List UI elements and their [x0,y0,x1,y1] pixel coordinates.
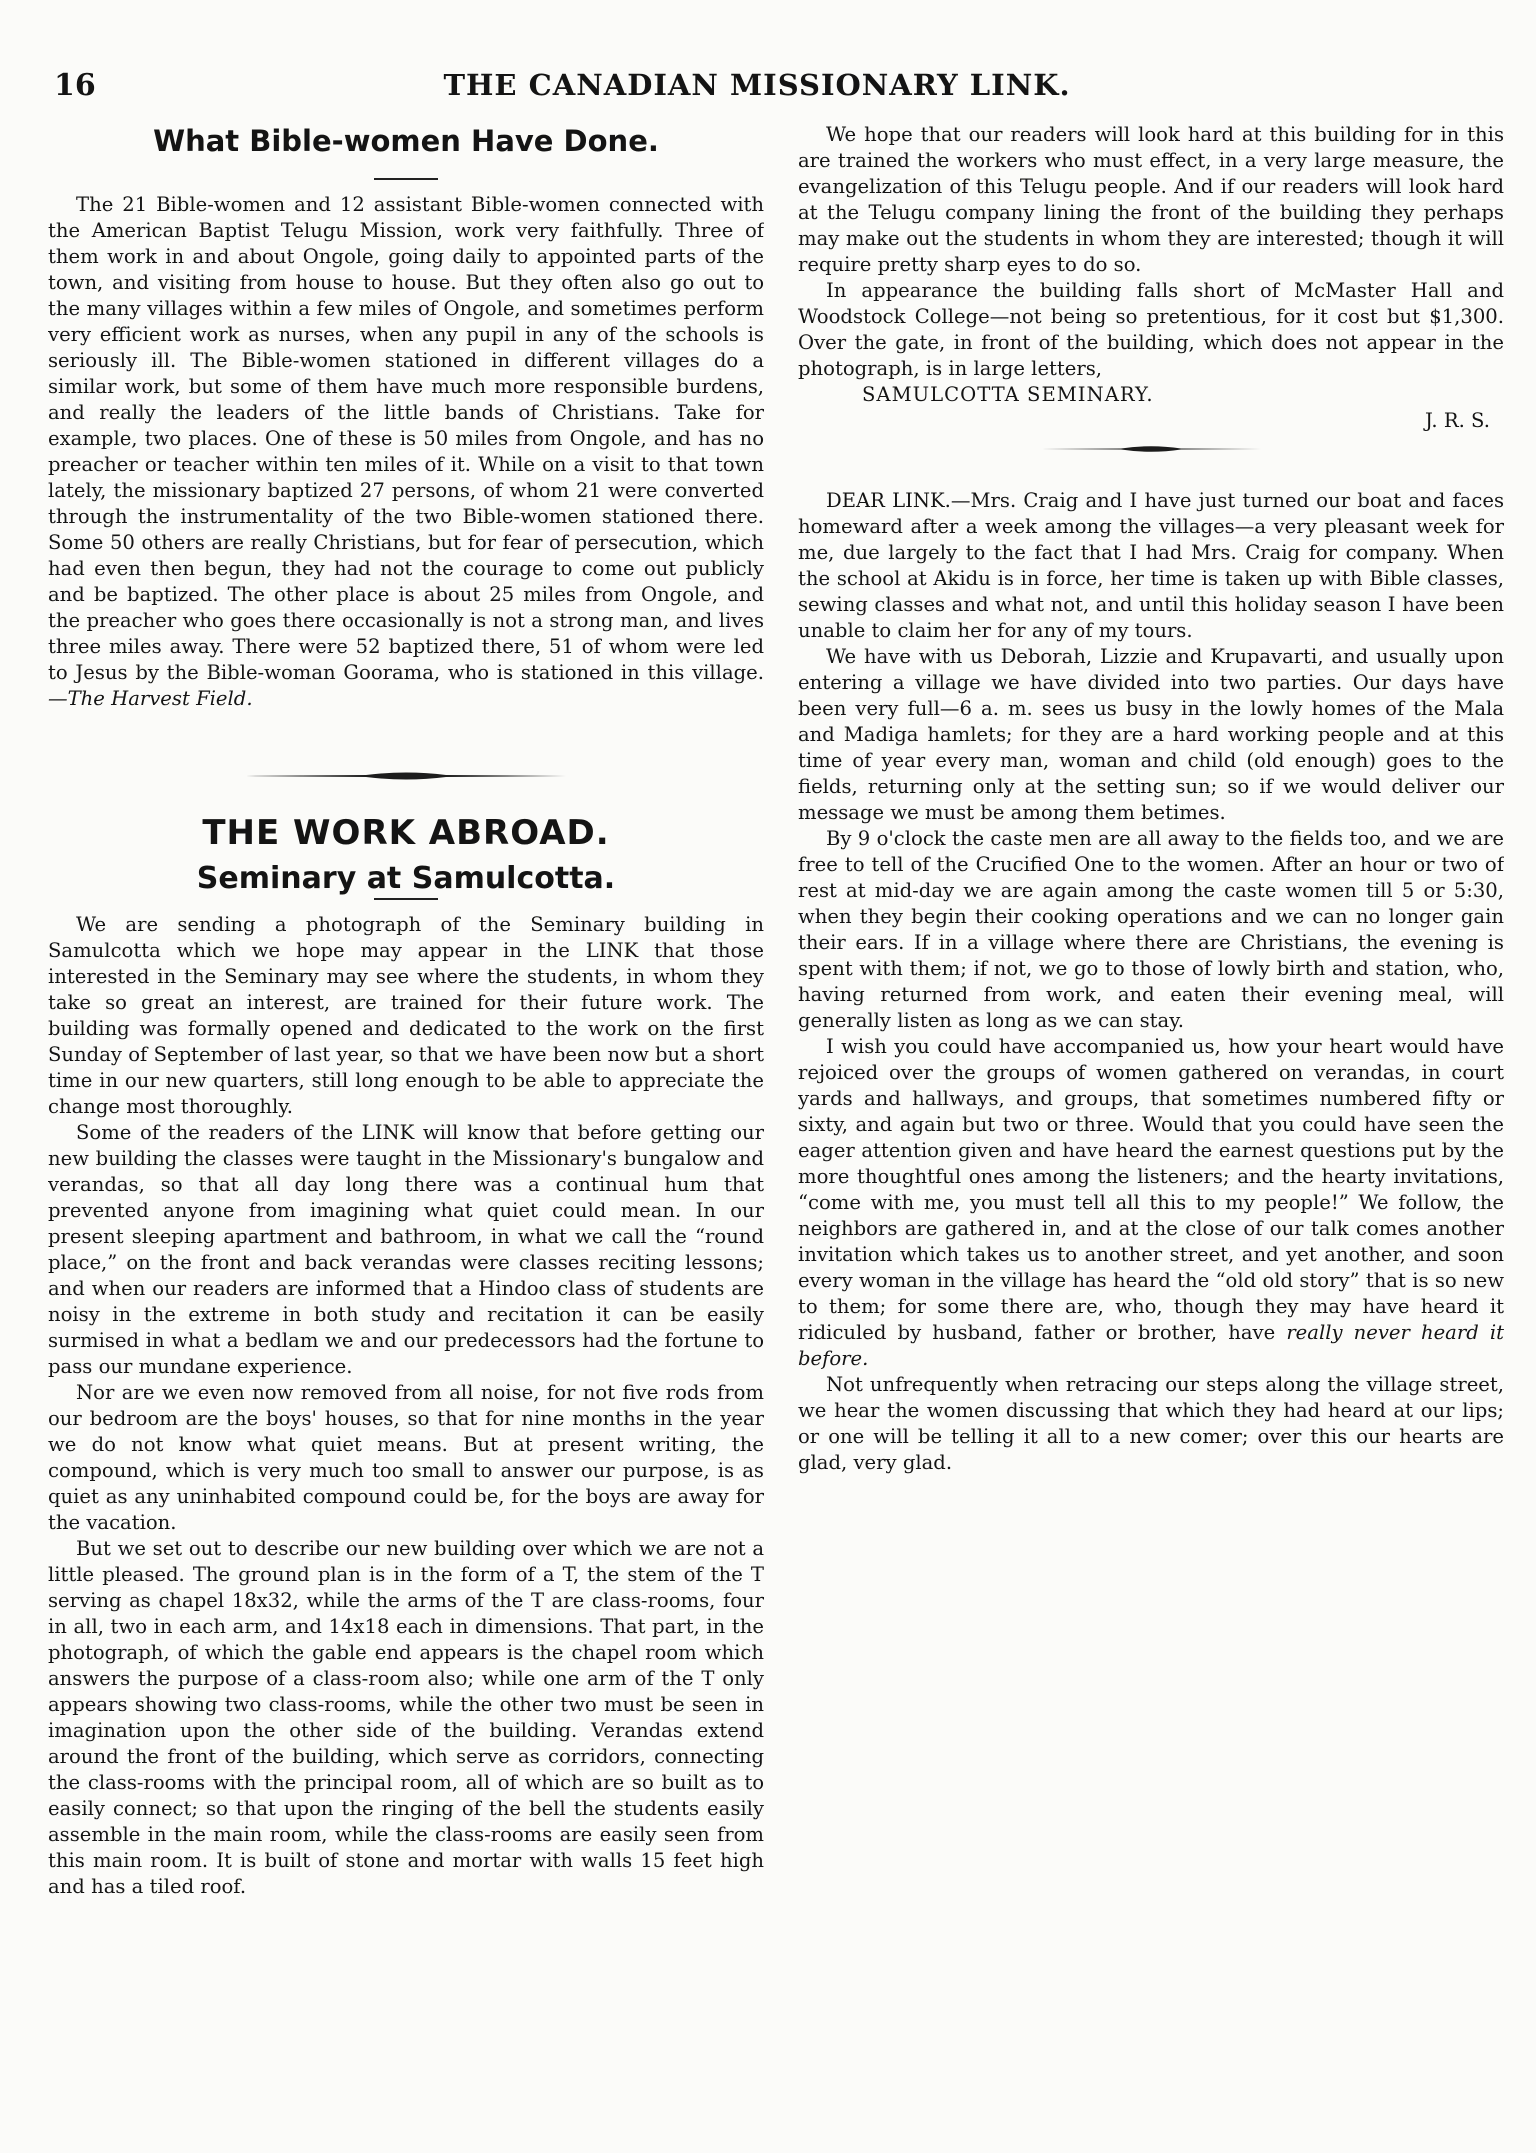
letter-paragraph: I wish you could have accompanied us, how your heart would have rejoiced over the groups of women gathered on verandas, in court yards and hallways, and groups, that sometimes numbered fifty or sixty, and again but two or three. Would that you could have seen the eager attention given and have heard the earnest questions put by the more thoughtful ones among the listeners; and the hearty invitations, “come with me, you must tell all this to my people!” We follow, the neighbors are gathered in, and at the close of our talk comes another invitation which takes us to another street, and yet another, and soon every woman in the village has heard the “old old story” that is so new to them; for some there are, who, though they may have heard it ridiculed by husband, father or brother, have really never heard it before. [798,1035,1504,1370]
gate-inscription: SAMULCOTTA SEMINARY. [862,383,1154,406]
seminary-paragraph: We are sending a photograph of the Seminary building in Samulcotta which we hope may appear in the LINK that those interested in the Seminary may see where the students, in whom they take so great an interest, are trained for their future work. The building was formally opened and dedicated to the work on the first Sunday of September of last year, so that we have been now but a short time in our new quarters, still long enough to be able to appreciate the change most thoroughly. [48,913,764,1118]
letter-paragraph: We have with us Deborah, Lizzie and Krupavarti, and usually upon entering a village we have divided into two parties. Our days have been very full—6 a. m. sees us busy in the lowly homes of the Mala and Madiga hamlets; for they are a hard working people and at this time of year every man, woman and child (old enough) goes to the fields, returning only at the setting sun; so if we would deliver our message we must be among them betimes. [798,645,1504,824]
section-title: THE WORK ABROAD. [202,813,610,853]
article-body-bible-women: The 21 Bible-women and 12 assistant Bible-women connected with the American Baptist Telugu Mission, work very faithfully. Three of them work in and about Ongole, going daily to appointed parts of the town, and visiting from house to house. But they often also go out to the many villages within a few miles of Ongole, and sometimes perform very efficient work as nurses, when any pupil in any of the schools is seriously ill. The Bible-women stationed in different villages do a similar work, but some of them have much more responsible burdens, and really the leaders of the little bands of Christians. Take for example, two places. One of these is 50 miles from Ongole, and has no preacher or teacher within ten miles of it. While on a visit to that town lately, the missionary baptized 27 persons, of whom 21 were converted through the instrumentality of the two Bible-women stationed there. Some 50 others are really Christians, but for fear of persecution, which had even then begun, they had not the courage to come out publicly and be baptized. The other place is about 25 miles from Ongole, and the preacher who goes there occasionally is not a strong man, and lives three miles away. There were 52 baptized there, 51 of whom were led to Jesus by the Bible-woman Goorama, who is stationed in this village. —The Harvest Field. [48,193,764,710]
letter-paragraph: Not unfrequently when retracing our steps along the village street, we hear the women discussing that which they had heard at our lips; or one will be telling it all to a new comer; over this our hearts are glad, very glad. [798,1373,1504,1474]
running-head [42,68,1472,114]
letter-paragraph: By 9 o'clock the caste men are all away to the fields too, and we are free to tell of the Crucified One to the women. After an hour or two of rest at mid-day we are again among the caste women till 5 or 5:30, when they begin their cooking operations and we can no longer gain their ears. If in a village where there are Christians, the evening is spent with them; if not, we go to those of lowly birth and station, who, having returned from work, and eaten their evening meal, will generally listen as long as we can stay. [798,827,1504,1032]
ornamental-rule [246,770,566,782]
subtitle-rule [374,898,438,900]
seminary-paragraph: We hope that our readers will look hard at this building for in this are trained the workers who must effect, in a very large measure, the evangelization of this Telugu people. And if our readers will look hard at the Telugu company lining the front of the building they perhaps may make out the students in whom they are interested; though it will require pretty sharp eyes to do so. [798,123,1504,276]
author-initials: J. R. S. [1425,409,1490,432]
ornamental-rule [1041,444,1261,454]
letter-salutation: DEAR LINK. [826,489,951,512]
left-column [48,122,764,2132]
seminary-paragraph: But we set out to describe our new building over which we are not a little pleased. The ground plan is in the form of a T, the stem of the T serving as chapel 18x32, while the arms of the T are class-rooms, four in all, two in each arm, and 14x18 each in dimensions. That part, in the photograph, of which the gable end appears is the chapel room which answers the purpose of a class-room also; while one arm of the T only appears showing two class-rooms, while the other two must be seen in imagination upon the other side of the building. Verandas extend around the front of the building, which serve as corridors, connecting the class-rooms with the principal room, all of which are so built as to easily connect; so that upon the ringing of the bell the students easily assemble in the main room, while the class-rooms are easily seen from this main room. It is built of stone and mortar with walls 15 feet high and has a tiled roof. [48,1537,764,1898]
article-source: —The Harvest Field. [48,687,253,710]
page-number: 16 [54,68,96,103]
seminary-paragraph: In appearance the building falls short of McMaster Hall and Woodstock College—not being so pretentious, for it cost but $1,300. Over the gate, in front of the building, which does not appear in the photograph, is in large letters, [798,279,1504,380]
title-rule [374,178,438,180]
seminary-paragraph: Nor are we even now removed from all noise, for not five rods from our bedroom are the boys' houses, so that for nine months in the year we do not know what quiet means. But at present writing, the compound, which is very much too small to answer our purpose, is as quiet as any uninhabited compound could be, for the boys are away for the vacation. [48,1381,764,1534]
right-column [798,122,1504,2132]
journal-title: THE CANADIAN MISSIONARY LINK. [443,68,1071,102]
emphasis-text: really never heard it before. [798,1321,1504,1370]
letter-opening: DEAR LINK.—Mrs. Craig and I have just turned our boat and faces homeward after a week among the villages—a very pleasant week for me, due largely to the fact that I had Mrs. Craig for company. When the school at Akidu is in force, her time is taken up with Bible classes, sewing classes and what not, and until this holiday season I have been unable to claim her for any of my tours. [798,489,1504,642]
article-title-bible-women: What Bible-women Have Done. [153,124,659,158]
article-title-seminary: Seminary at Samulcotta. [196,861,616,896]
gate-inscription-line [798,382,1504,408]
seminary-paragraph: Some of the readers of the LINK will know that before getting our new building the classes were taught in the Missionary's bungalow and verandas, so that all day long there was a continual hum that prevented anyone from imagining what quiet could mean. In our present sleeping apartment and bathroom, in what we call the “round place,” on the front and back verandas were classes reciting lessons; and when our readers are informed that a Hindoo class of students are noisy in the extreme in both study and recitation it can be easily surmised in what a bedlam we and our predecessors had the fortune to pass our mundane experience. [48,1121,764,1378]
